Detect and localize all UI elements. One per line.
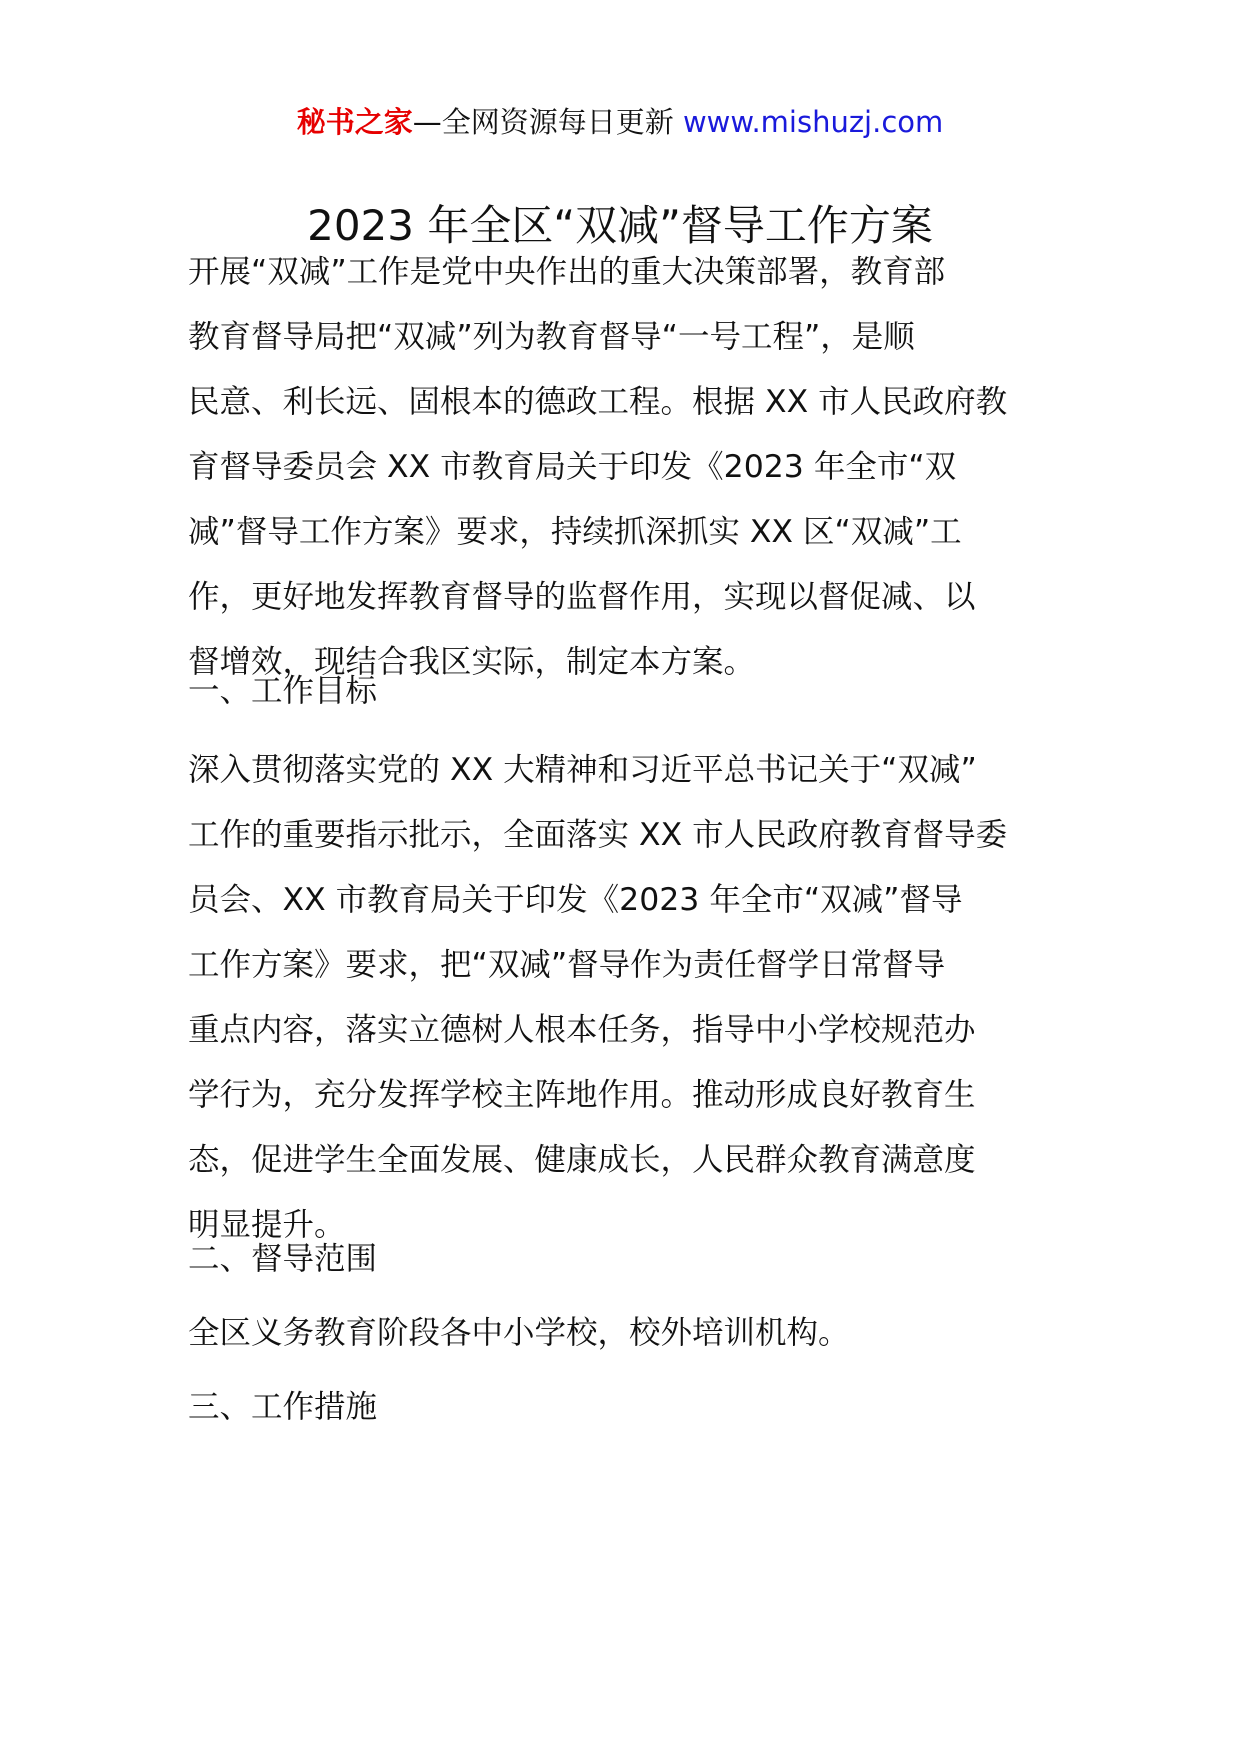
paragraph-line: 育督导委员会 XX 市教育局关于印发《2023 年全市“双 — [188, 449, 957, 485]
paragraph-line: 深入贯彻落实党的 XX 大精神和习近平总书记关于“双减” — [188, 752, 977, 788]
section-heading-scope: 二、督导范围 — [188, 1241, 378, 1277]
document-title: 2023 年全区“双减”督导工作方案 — [307, 201, 933, 250]
paragraph-line: 明显提升。 — [188, 1207, 346, 1243]
paragraph-line: 学行为，充分发挥学校主阵地作用。推动形成良好教育生 — [188, 1077, 976, 1113]
paragraph-line: 减”督导工作方案》要求，持续抓深抓实 XX 区“双减”工 — [188, 514, 962, 550]
paragraph-line: 教育督导局把“双减”列为教育督导“一号工程”，是顺 — [188, 319, 915, 355]
section-heading-goals: 一、工作目标 — [188, 673, 378, 709]
scope-paragraph — [188, 1301, 1068, 1366]
site-url-link[interactable]: www.mishuzj.com — [682, 105, 944, 139]
site-header — [0, 100, 1240, 144]
paragraph-line: 态，促进学生全面发展、健康成长，人民群众教育满意度 — [188, 1142, 976, 1178]
paragraph-line: 重点内容，落实立德树人根本任务，指导中小学校规范办 — [188, 1012, 976, 1048]
paragraph-line: 工作方案》要求，把“双减”督导作为责任督学日常督导 — [188, 947, 946, 983]
paragraph-line: 工作的重要指示批示，全面落实 XX 市人民政府教育督导委 — [188, 817, 1008, 853]
brand-name: 秘书之家 — [296, 105, 413, 139]
header-tagline: —全网资源每日更新 — [412, 105, 674, 139]
paragraph-line: 督增效，现结合我区实际，制定本方案。 — [188, 644, 756, 680]
goals-paragraph — [188, 738, 1068, 1258]
intro-paragraph — [188, 240, 1068, 695]
paragraph-line: 作，更好地发挥教育督导的监督作用，实现以督促减、以 — [188, 579, 976, 615]
paragraph-line: 民意、利长远、固根本的德政工程。根据 XX 市人民政府教 — [188, 384, 1008, 420]
paragraph-line: 员会、XX 市教育局关于印发《2023 年全市“双减”督导 — [188, 882, 963, 918]
section-heading-measures: 三、工作措施 — [188, 1389, 378, 1425]
paragraph-line: 全区义务教育阶段各中小学校，校外培训机构。 — [188, 1315, 850, 1351]
paragraph-line: 开展“双减”工作是党中央作出的重大决策部署，教育部 — [188, 254, 946, 290]
